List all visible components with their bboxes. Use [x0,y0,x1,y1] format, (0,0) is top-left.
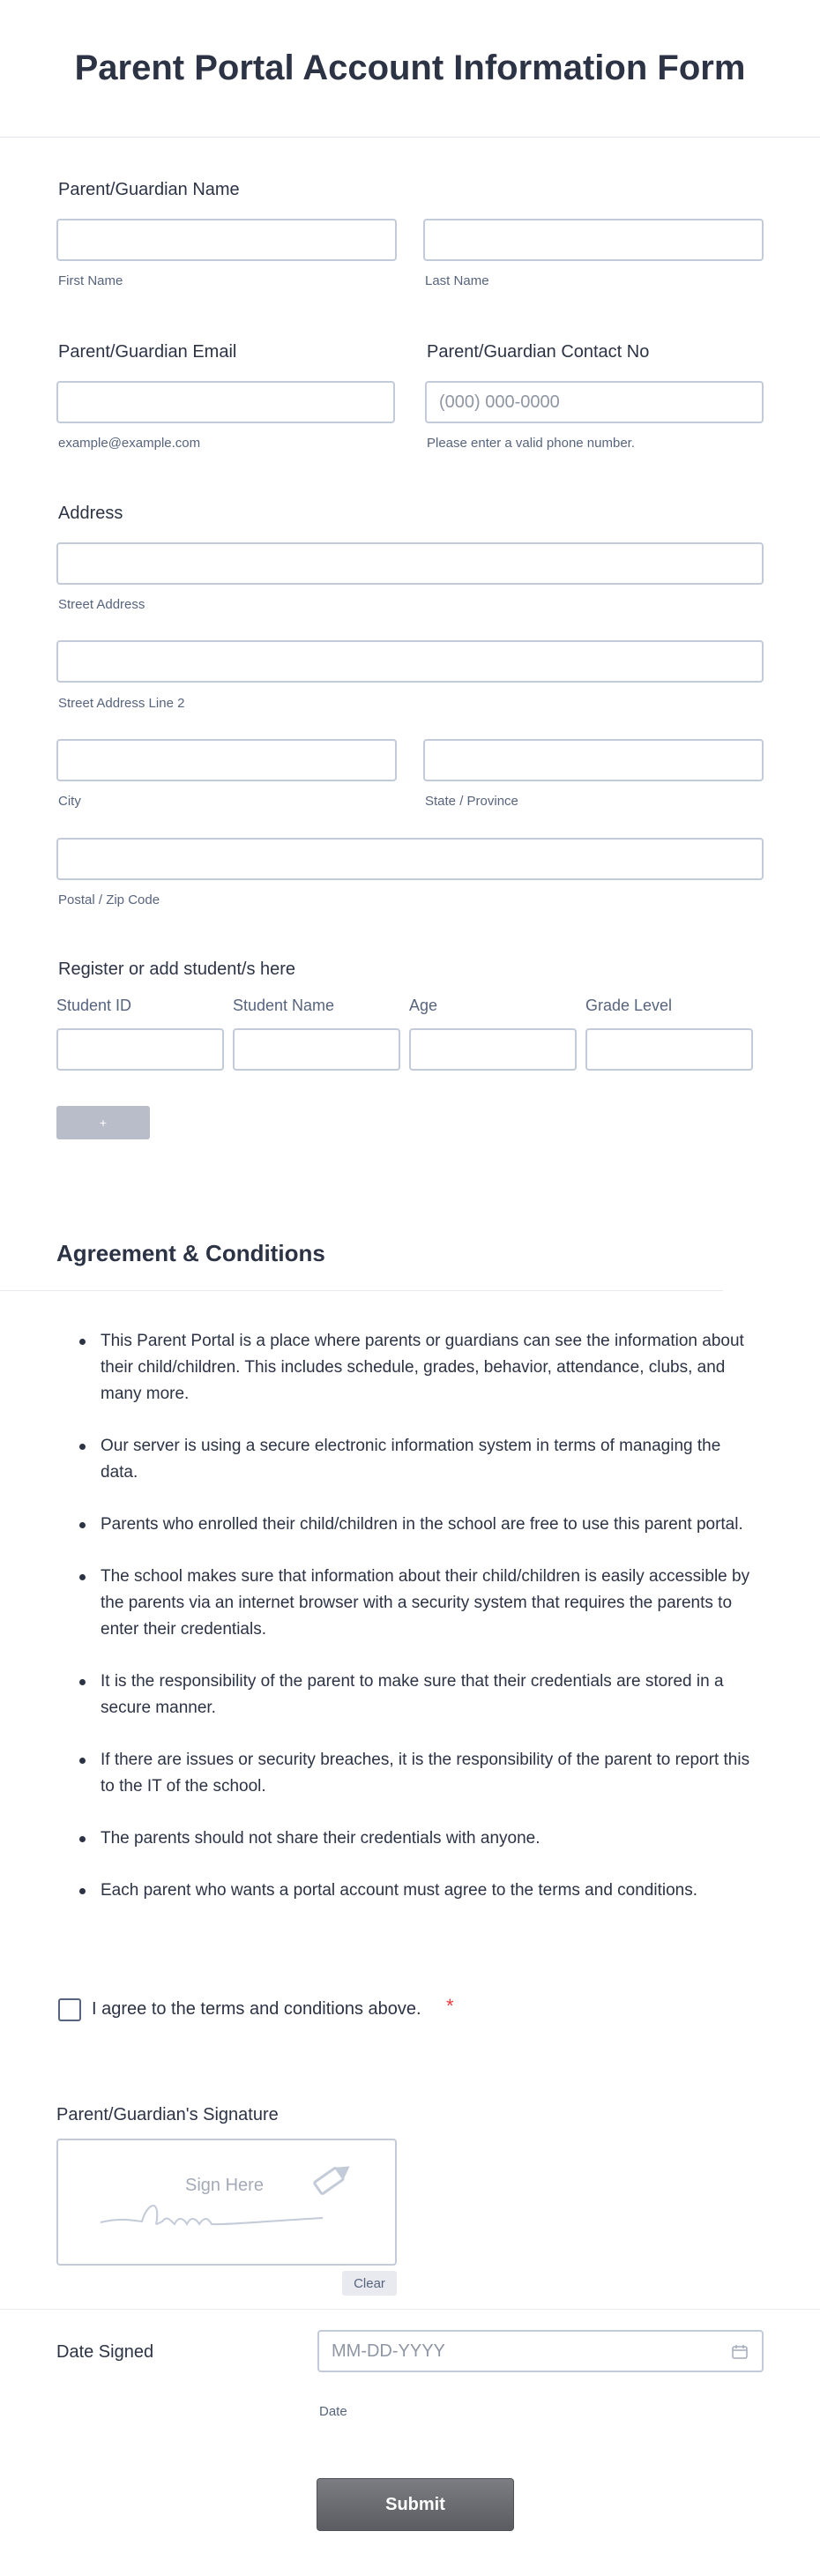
city-sublabel: City [58,794,81,809]
address-label: Address [58,504,123,523]
clear-signature-button[interactable]: Clear [342,2271,397,2296]
signature-label: Parent/Guardian's Signature [56,2105,279,2124]
date-sublabel: Date [319,2404,347,2419]
street-address-line2-sublabel: Street Address Line 2 [58,696,185,711]
add-student-button[interactable]: + [56,1106,150,1139]
footer-divider [0,2309,820,2310]
form-body [0,138,820,2576]
signature-placeholder: Sign Here [185,2176,264,2195]
city-input[interactable] [56,739,397,781]
required-asterisk: * [446,1995,454,2017]
age-column-header: Age [409,997,438,1014]
last-name-sublabel: Last Name [425,273,489,288]
form-title: Parent Portal Account Information Form [74,49,746,87]
agreement-divider [0,1290,723,1291]
term-item: Our server is using a secure electronic information system in terms of managing the data. [56,1433,762,1486]
name-label: Parent/Guardian Name [58,180,240,199]
term-item: Each parent who wants a portal account must agree to the terms and conditions. [56,1878,762,1904]
first-name-input[interactable] [56,219,397,261]
agreement-title: Agreement & Conditions [56,1240,325,1266]
phone-label: Parent/Guardian Contact No [427,342,650,362]
street-address-sublabel: Street Address [58,597,145,612]
last-name-input[interactable] [423,219,764,261]
street-address-input[interactable] [56,542,764,585]
student-name-column-header: Student Name [233,997,335,1014]
email-input[interactable] [56,381,395,423]
term-item: It is the responsibility of the parent to make sure that their credentials are stored in a secure manner. [56,1669,762,1721]
student-name-input[interactable] [233,1028,400,1071]
date-signed-input[interactable] [317,2330,764,2372]
students-label: Register or add student/s here [58,959,296,979]
agree-checkbox-label: I agree to the terms and conditions above. [92,1999,421,2019]
terms-list [56,1328,762,1930]
calendar-icon[interactable] [732,2345,748,2359]
grade-level-column-header: Grade Level [585,997,673,1014]
grade-level-input[interactable] [585,1028,753,1071]
zip-sublabel: Postal / Zip Code [58,892,160,907]
signature-pad[interactable] [56,2139,397,2266]
state-sublabel: State / Province [425,794,518,809]
form-header [0,0,820,138]
street-address-line2-input[interactable] [56,640,764,683]
term-item: If there are issues or security breaches, it is the responsibility of the parent to report this to the IT of the school. [56,1747,762,1800]
term-item: The parents should not share their credentials with anyone. [56,1826,762,1852]
term-item: Parents who enrolled their child/children in the school are free to use this parent portal. [56,1512,762,1538]
email-label: Parent/Guardian Email [58,342,237,362]
student-id-input[interactable] [56,1028,224,1071]
agree-checkbox[interactable] [58,1998,81,2021]
age-input[interactable] [409,1028,577,1071]
state-input[interactable] [423,739,764,781]
term-item: The school makes sure that information about their child/children is easily accessible by the parents via an internet browser with a security system that requires the parents to enter their credentials. [56,1564,762,1643]
signature-scribble-icon [58,2140,395,2264]
submit-button[interactable]: Submit [317,2478,514,2531]
zip-input[interactable] [56,838,764,880]
term-item: This Parent Portal is a place where parents or guardians can see the information about their child/children. This includes schedule, grades, behavior, attendance, clubs, and many more. [56,1328,762,1407]
email-sublabel: example@example.com [58,436,201,451]
phone-input[interactable] [425,381,764,423]
student-id-column-header: Student ID [56,997,132,1014]
date-signed-label: Date Signed [56,2342,154,2362]
phone-sublabel: Please enter a valid phone number. [427,436,635,451]
first-name-sublabel: First Name [58,273,123,288]
